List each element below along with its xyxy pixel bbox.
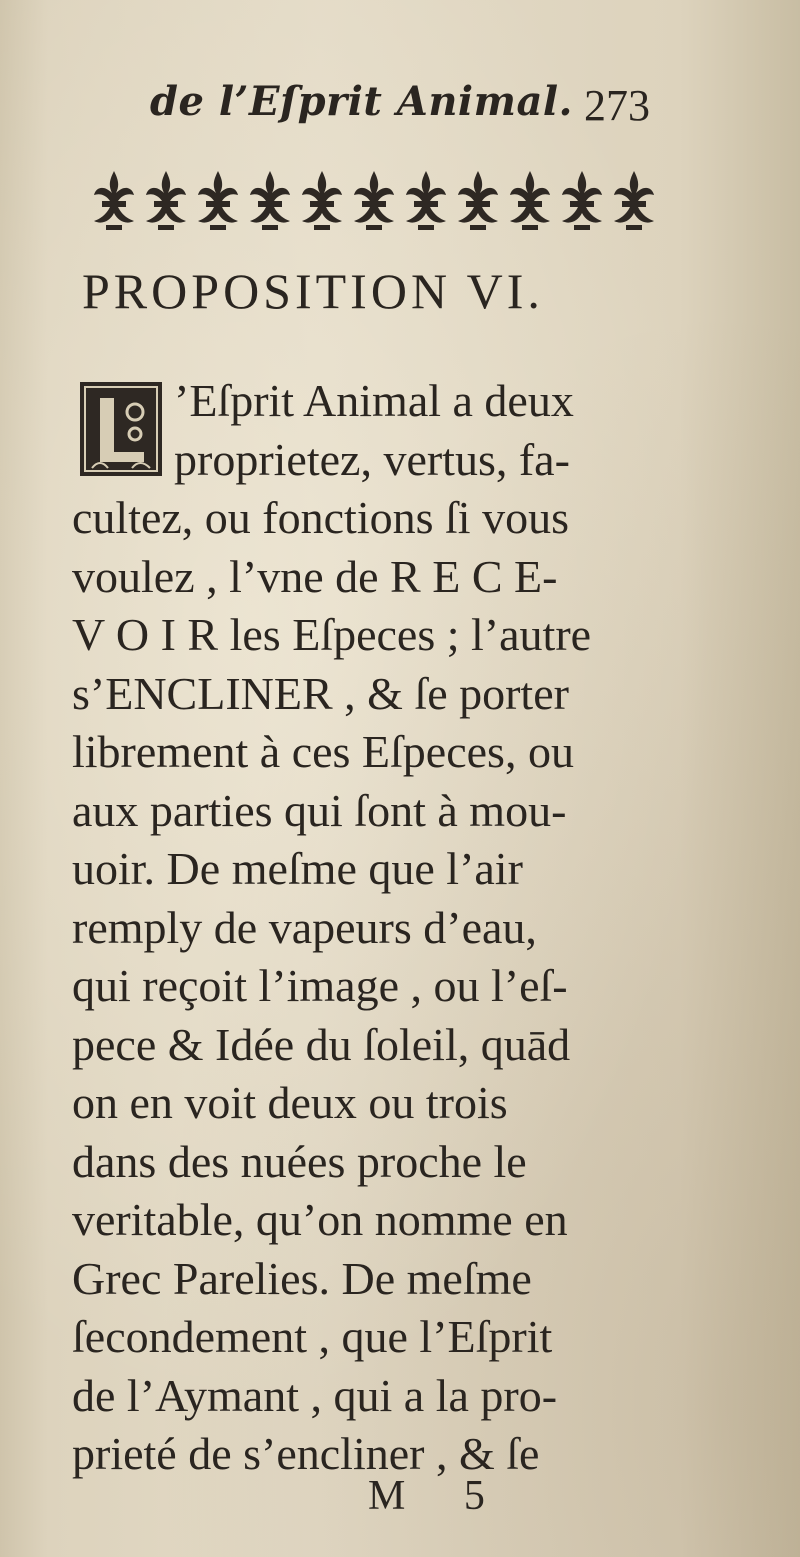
fleur-de-lis-ornament-icon <box>608 167 660 233</box>
page-header <box>150 78 650 138</box>
fleuron-ornament-band <box>88 160 648 240</box>
proposition-heading: PROPOSITION VI. <box>82 263 544 319</box>
text-line-3: cultez, ou fonctions ſi vous <box>72 492 569 543</box>
text-line-5: V O I R les Eſpeces ; l’autre <box>72 609 592 660</box>
text-line-4: voulez , l’vne de R E C E- <box>72 550 558 602</box>
text-line-13: on en voit deux ou trois <box>72 1077 508 1128</box>
text-line-9: uoir. De meſme que l’air <box>72 843 523 894</box>
text-line-18: de l’Aymant , qui a la pro- <box>72 1369 558 1421</box>
fleur-de-lis-ornament-icon <box>556 167 608 233</box>
text-line-1: ’Eſprit Animal a deux <box>174 375 574 426</box>
text-line-19: prieté de s’encliner , & ſe <box>72 1428 540 1479</box>
text-line-11: qui reçoit l’image , ou l’eſ- <box>72 960 568 1011</box>
page-number: 273 <box>584 81 650 130</box>
fleur-de-lis-ornament-icon <box>400 167 452 233</box>
signature-mark: M 5 <box>368 1473 509 1519</box>
text-line-2: proprietez, vertus, fa- <box>174 433 570 485</box>
fleur-de-lis-ornament-icon <box>348 167 400 233</box>
text-line-15: veritable, qu’on nomme en <box>72 1194 568 1245</box>
text-line-16: Grec Parelies. De meſme <box>72 1252 532 1304</box>
text-line-8: aux parties qui ſont à mou- <box>72 784 567 836</box>
fleur-de-lis-ornament-icon <box>88 167 140 233</box>
text-line-10: remply de vapeurs d’eau, <box>72 901 537 953</box>
decorated-initial-L-icon <box>80 382 162 476</box>
fleur-de-lis-ornament-icon <box>244 167 296 233</box>
text-line-7: librement à ces Eſpeces, ou <box>72 726 574 777</box>
fleur-de-lis-ornament-icon <box>296 167 348 233</box>
fleur-de-lis-ornament-icon <box>140 167 192 233</box>
fleur-de-lis-ornament-icon <box>504 167 556 233</box>
body-text <box>72 372 652 1484</box>
text-line-6: s’ENCLINER , & ſe porter <box>72 667 569 719</box>
fleur-de-lis-ornament-icon <box>452 167 504 233</box>
running-head: de l’Eſprit Animal. <box>150 78 573 125</box>
fleur-de-lis-ornament-icon <box>192 167 244 233</box>
text-line-12: pece & Idée du ſoleil, quād <box>72 1018 571 1070</box>
text-line-17: ſecondement , que l’Eſprit <box>72 1311 553 1362</box>
text-line-14: dans des nuées proche le <box>72 1135 527 1187</box>
